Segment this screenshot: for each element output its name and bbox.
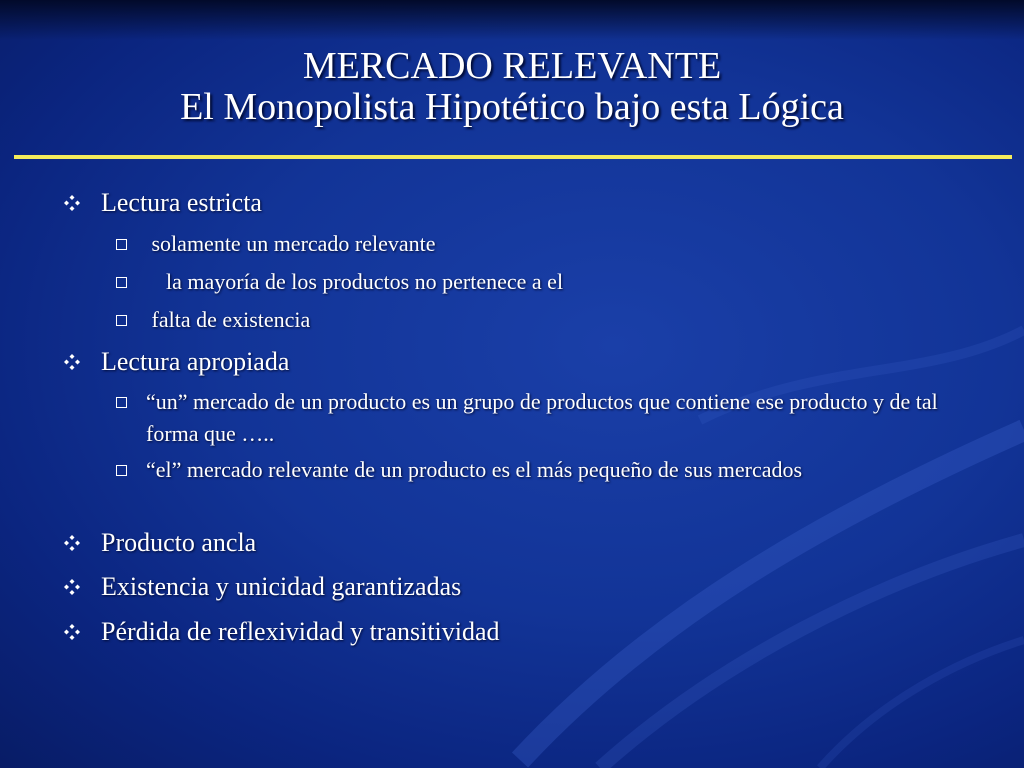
hollow-square-icon xyxy=(116,397,127,408)
bullet-text: Lectura apropiada xyxy=(101,347,290,376)
title-divider xyxy=(14,155,1012,159)
hollow-square-icon xyxy=(116,315,127,326)
sub-bullet-text: “el” mercado relevante de un producto es el más pequeño de sus mercados xyxy=(146,457,803,482)
diamond-quad-icon xyxy=(64,354,80,370)
bullet-text: Existencia y unicidad garantizadas xyxy=(101,572,462,601)
sub-bullet-text: falta de existencia xyxy=(146,307,311,332)
slide-title-line-1: MERCADO RELEVANTE xyxy=(302,45,722,87)
top-shadow-band xyxy=(0,0,1024,40)
diamond-quad-icon xyxy=(64,624,80,640)
diamond-quad-icon xyxy=(64,195,80,211)
diamond-quad-icon xyxy=(64,579,80,595)
hollow-square-icon xyxy=(116,277,127,288)
sub-bullet-text: la mayoría de los productos no pertenece a el xyxy=(166,269,564,294)
diamond-quad-icon xyxy=(64,535,80,551)
slide-title-line-2: El Monopolista Hipotético bajo esta Lógica xyxy=(180,86,844,128)
sub-bullet-text: “un” mercado de un producto es un grupo de productos que contiene ese producto y de tal forma que ….. xyxy=(146,389,938,446)
bullet-text: Lectura estricta xyxy=(101,188,262,217)
bullet-text: Producto ancla xyxy=(101,528,257,557)
hollow-square-icon xyxy=(116,239,127,250)
bullet-text: Pérdida de reflexividad y transitividad xyxy=(101,617,500,646)
slide-title xyxy=(0,46,1024,128)
hollow-square-icon xyxy=(116,465,127,476)
sub-bullet-text: solamente un mercado relevante xyxy=(146,231,436,256)
